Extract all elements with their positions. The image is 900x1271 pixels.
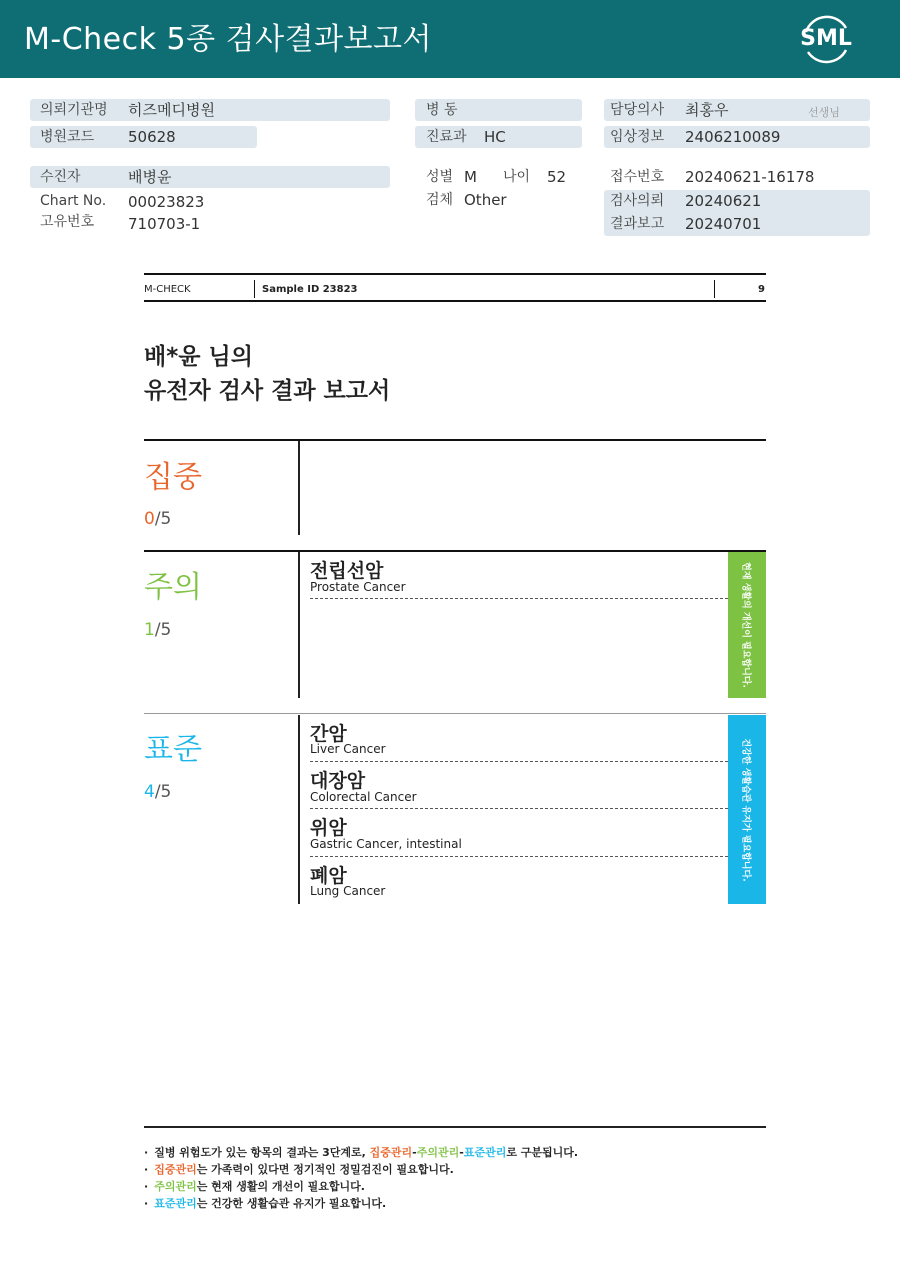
- caution-count: [144, 620, 171, 640]
- note-1-sep1: -: [412, 1146, 417, 1159]
- receipt-value: 20240621-16178: [685, 168, 815, 186]
- clinical-label: 임상정보: [610, 129, 665, 145]
- note-4: · 표준관리는 건강한 생활습관 유지가 필요합니다.: [144, 1197, 387, 1210]
- note-2-text: 는 가족력이 있다면 정기적인 정밀검진이 필요합니다.: [196, 1163, 454, 1176]
- logo-text: SML: [800, 26, 852, 51]
- sex-value: M: [464, 168, 477, 186]
- patient-row: [30, 166, 390, 188]
- chart-label: Chart No.: [40, 193, 107, 209]
- note-4-key: 표준관리: [154, 1197, 197, 1210]
- age-label: 나이: [503, 169, 531, 185]
- patient-value: 배병윤: [128, 168, 172, 186]
- item-prostate-en: Prostate Cancer: [310, 580, 406, 594]
- page-title: M-Check 5종 검사결과보고서: [24, 22, 432, 57]
- note-3: · 주의관리는 현재 생활의 개선이 필요합니다.: [144, 1180, 365, 1193]
- caution-title: 주의: [144, 570, 202, 605]
- item-separator: [310, 856, 728, 857]
- note-1-text: 질병 위험도가 있는 항목의 결과는 3단계로,: [154, 1146, 370, 1159]
- caution-side-text: 현재 생활의 개선이 필요합니다.: [740, 562, 751, 688]
- report-divider: [714, 280, 715, 298]
- page-number: 9: [758, 284, 765, 295]
- age-value: 52: [547, 168, 567, 186]
- receipt-label: 접수번호: [610, 169, 665, 185]
- report-divider: [254, 280, 255, 298]
- ward-label: 병 동: [426, 102, 458, 118]
- doctor-label: 담당의사: [610, 102, 665, 118]
- report-bottom-rule: [144, 300, 766, 302]
- caution-side-bar: [728, 552, 766, 698]
- note-4-text: 는 건강한 생활습관 유지가 필요합니다.: [196, 1197, 387, 1210]
- focus-title: 집중: [144, 460, 202, 495]
- report-title-line2: 유전자 검사 결과 보고서: [144, 378, 391, 404]
- report-title-line1: 배*윤 님의: [144, 344, 253, 370]
- header-bar: [0, 0, 900, 78]
- standard-side-text: 건강한 생활습관 유지가 필요합니다.: [740, 737, 751, 882]
- focus-count-total: /5: [154, 509, 172, 529]
- unique-label: 고유번호: [40, 214, 95, 230]
- note-3-key: 주의관리: [154, 1180, 197, 1193]
- caution-divider: [298, 552, 300, 698]
- sml-logo: [798, 12, 854, 68]
- note-1: · 질병 위험도가 있는 항목의 결과는 3단계로, 집중관리-주의관리-표준관리로 구분됩니다.: [144, 1146, 579, 1159]
- doctor-value: 최홍우: [685, 101, 729, 119]
- specimen-value: Other: [464, 191, 507, 209]
- patient-label: 수진자: [40, 169, 81, 185]
- doctor-suffix: 선생님: [808, 106, 840, 119]
- request-value: 20240621: [685, 192, 762, 210]
- report-value: 20240701: [685, 215, 762, 233]
- item-gastric-en: Gastric Cancer, intestinal: [310, 837, 462, 851]
- footer-rule: [144, 1126, 766, 1128]
- unique-value: 710703-1: [128, 215, 201, 233]
- request-label: 검사의뢰: [610, 193, 665, 209]
- item-liver-ko: 간암: [310, 723, 347, 745]
- item-separator: [310, 598, 728, 599]
- department-value: HC: [484, 128, 506, 146]
- clinical-value: 2406210089: [685, 128, 781, 146]
- sex-label: 성별: [426, 169, 454, 185]
- standard-count-value: 4: [144, 782, 155, 802]
- focus-count: [144, 509, 171, 529]
- note-2-key: 집중관리: [154, 1163, 197, 1176]
- item-lung-en: Lung Cancer: [310, 884, 386, 898]
- caution-count-total: /5: [154, 620, 172, 640]
- note-1-standard: 표준관리: [463, 1146, 507, 1159]
- report-brand: M-CHECK: [144, 284, 191, 295]
- focus-rule: [144, 439, 766, 441]
- caution-rule: [144, 550, 766, 552]
- caution-count-value: 1: [144, 620, 155, 640]
- report-top-rule: [144, 273, 766, 275]
- item-separator: [310, 808, 728, 809]
- sample-id: Sample ID 23823: [262, 284, 358, 295]
- standard-count: [144, 782, 171, 802]
- focus-count-value: 0: [144, 509, 155, 529]
- item-liver-en: Liver Cancer: [310, 742, 386, 756]
- item-colorectal-ko: 대장암: [310, 770, 366, 792]
- hospital-code-label: 병원코드: [40, 129, 95, 145]
- standard-count-total: /5: [154, 782, 172, 802]
- item-gastric-ko: 위암: [310, 817, 347, 839]
- department-label: 진료과: [426, 129, 467, 145]
- institution-value: 히즈메디병원: [128, 101, 215, 119]
- specimen-label: 검체: [426, 192, 454, 208]
- note-1-end: 로 구분됩니다.: [506, 1146, 579, 1159]
- note-1-focus: 집중관리: [369, 1146, 413, 1159]
- item-colorectal-en: Colorectal Cancer: [310, 790, 417, 804]
- item-separator: [310, 761, 728, 762]
- focus-divider: [298, 441, 300, 535]
- institution-label: 의뢰기관명: [40, 102, 108, 118]
- item-prostate-ko: 전립선암: [310, 560, 384, 582]
- standard-rule: [144, 713, 766, 714]
- report-label: 결과보고: [610, 216, 665, 232]
- chart-value: 00023823: [128, 193, 205, 211]
- note-2: · 집중관리는 가족력이 있다면 정기적인 정밀검진이 필요합니다.: [144, 1163, 454, 1176]
- standard-divider: [298, 715, 300, 904]
- note-3-text: 는 현재 생활의 개선이 필요합니다.: [196, 1180, 365, 1193]
- standard-side-bar: [728, 715, 766, 904]
- note-1-caution: 주의관리: [416, 1146, 460, 1159]
- item-lung-ko: 폐암: [310, 865, 347, 887]
- standard-title: 표준: [144, 732, 202, 767]
- note-1-sep2: -: [459, 1146, 464, 1159]
- hospital-code-value: 50628: [128, 128, 176, 146]
